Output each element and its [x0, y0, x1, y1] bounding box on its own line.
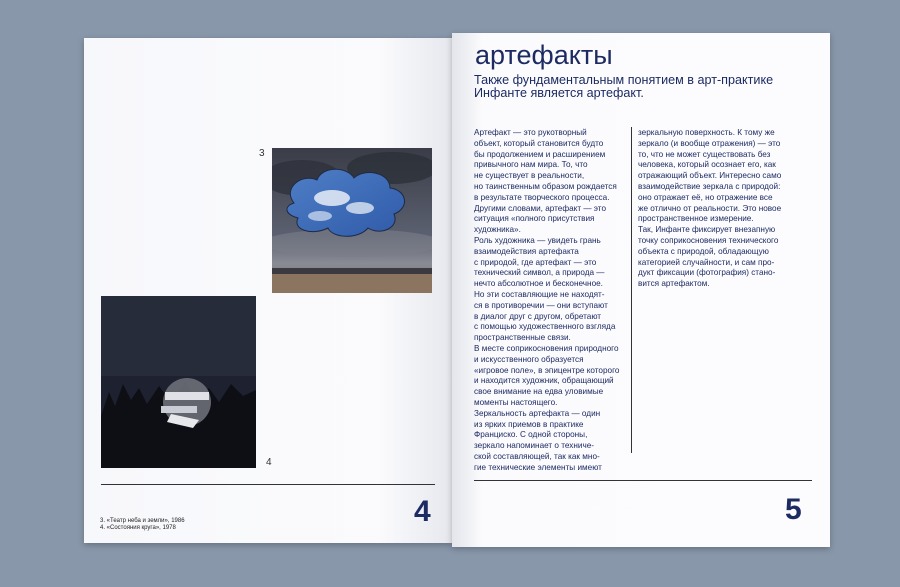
- text-column-1: Артефакт — это рукотворный объект, который становится будто бы продолжением и расширением привычного нам мира. То, что не существует в реальности, но таинственным образом рождается в результате творческого процесса. Другими словами, артефакт — это ситуация «полного присутствия художника». Роль художника — увидеть грань взаимодействия артефакта с природой, где артефакт — это технический символ, а природа — нечто абсолютное и бесконечное. Но эти составляющие не находят- ся в противоречии — они вступают в диалог друг с другом, обретают с помощью художественного взгляда пространственные связи. В месте соприкосновения природного и искусственного образуется «игровое поле», в эпицентре которого и находится художник, обращающий свое внимание на едва уловимые моменты настоящего. Зеркальность артефакта — один из ярких приемов в практике Франциско. С одной стороны, зеркало напоминает о техниче- ской составляющей, так как мно- гие технические элементы имеют: [474, 128, 620, 472]
- section-heading: артефакты: [475, 40, 613, 70]
- image-captions: [100, 518, 185, 532]
- caption-3: 3. «Театр неба и земли», 1986: [100, 518, 185, 524]
- lead-paragraph: Также фундаментальным понятием в арт-практике Инфанте является артефакт.: [474, 73, 774, 100]
- photo-sky-cloud: [272, 148, 432, 293]
- text-column-2: зеркальную поверхность. К тому же зеркало (и вообще отражения) — это то, что не может существовать без человека, который осознает его, как отражающий объект. Интересно само взаимодействие зеркала с природой: оно отражает её, но отражение все же отлично от реальности. Это новое пространственное измерение. Так, Инфанте фиксирует внезапную точку соприкосновения технического объекта с природой, обладающую категорией случайности, и сам про- дукт фиксации (фотография) стано- вится артефактом.: [638, 128, 782, 289]
- left-footer-rule: [101, 484, 435, 485]
- photo-dark-circle: [101, 296, 256, 468]
- column-divider: [631, 127, 632, 453]
- caption-4: 4. «Состояния круга», 1978: [100, 525, 176, 531]
- page-number-left: 4: [414, 495, 431, 528]
- right-footer-rule: [474, 480, 812, 481]
- page-number-right: 5: [785, 493, 802, 526]
- image-4-label: 4: [266, 457, 272, 468]
- image-3-label: 3: [259, 148, 265, 159]
